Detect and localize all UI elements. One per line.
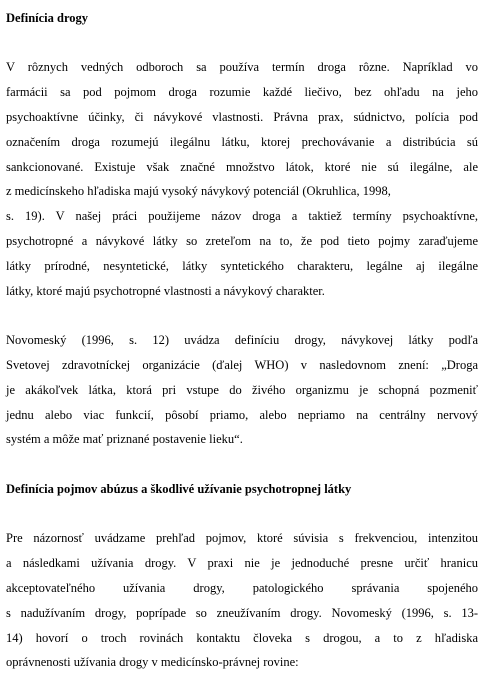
text-line: Novomeský (1996, s. 12) uvádza definíciu drogy, návykovej látky podľa [6,333,478,347]
text-line: systém a môže mať priznané postavenie lieku“. [6,432,243,446]
text-line: látky prírodné, nesyntetické, látky syntetického charakteru, legálne aj ilegálne [6,259,478,273]
text-line: je akákoľvek látka, ktorá pri vstupe do živého organizmu je schopná pozmeniť [6,383,478,397]
text-line: označením droga rozumejú ilegálnu látku, ktorej prechovávanie a distribúcia sú [6,135,478,149]
text-line: sankcionované. Existuje však značné množstvo látok, ktoré nie sú ilegálne, ale [6,160,478,174]
text-line: akceptovateľného užívania drogy, patologického správania spojeného [6,581,478,595]
text-line: 14) hovorí o troch rovinách kontaktu človeka s drogou, a to z hľadiska [6,631,478,645]
text-line: psychotropné a návykové látky so zreteľom na to, že pod tieto pojmy zaraďujeme [6,234,478,248]
text-line: jednu alebo viac funkcií, pôsobí priamo, alebo nepriamo na centrálny nervový [6,408,478,422]
text-line: oprávnenosti užívania drogy v medicínsko-právnej rovine: [6,655,299,669]
text-line: z medicínskeho hľadiska majú vysoký návykový potenciál (Okruhlica, 1998, [6,184,391,198]
text-line: Svetovej zdravotníckej organizácie (ďalej WHO) v nasledovnom znení: „Droga [6,358,478,372]
section-heading-definicia-drogy: Definícia drogy [6,11,89,25]
text-line: psychoaktívne účinky, či návykové vlastnosti. Právna prax, súdnictvo, polícia pod [6,110,478,124]
text-line: s. 19). V našej práci použijeme názov droga a taktiež termíny psychoaktívne, [6,209,478,223]
section-heading-definicia-pojmov: Definícia pojmov abúzus a škodlivé užívanie psychotropnej látky [6,482,352,496]
text-line: farmácii sa pod pojmom droga rozumie každé liečivo, bez ohľadu na jeho [6,85,478,99]
text-line: a následkami užívania drogy. V praxi nie je jednoduché presne určiť hranicu [6,556,478,570]
text-line: s nadužívaním drogy, poprípade so zneužívaním drogy. Novomeský (1996, s. 13- [6,606,478,620]
text-line: Pre názornosť uvádzame prehľad pojmov, ktoré súvisia s frekvenciou, intenzitou [6,531,478,545]
text-line: V rôznych vedných odboroch sa používa termín droga rôzne. Napríklad vo [6,60,478,74]
text-line: látky, ktoré majú psychotropné vlastnosti a návykový charakter. [6,284,325,298]
